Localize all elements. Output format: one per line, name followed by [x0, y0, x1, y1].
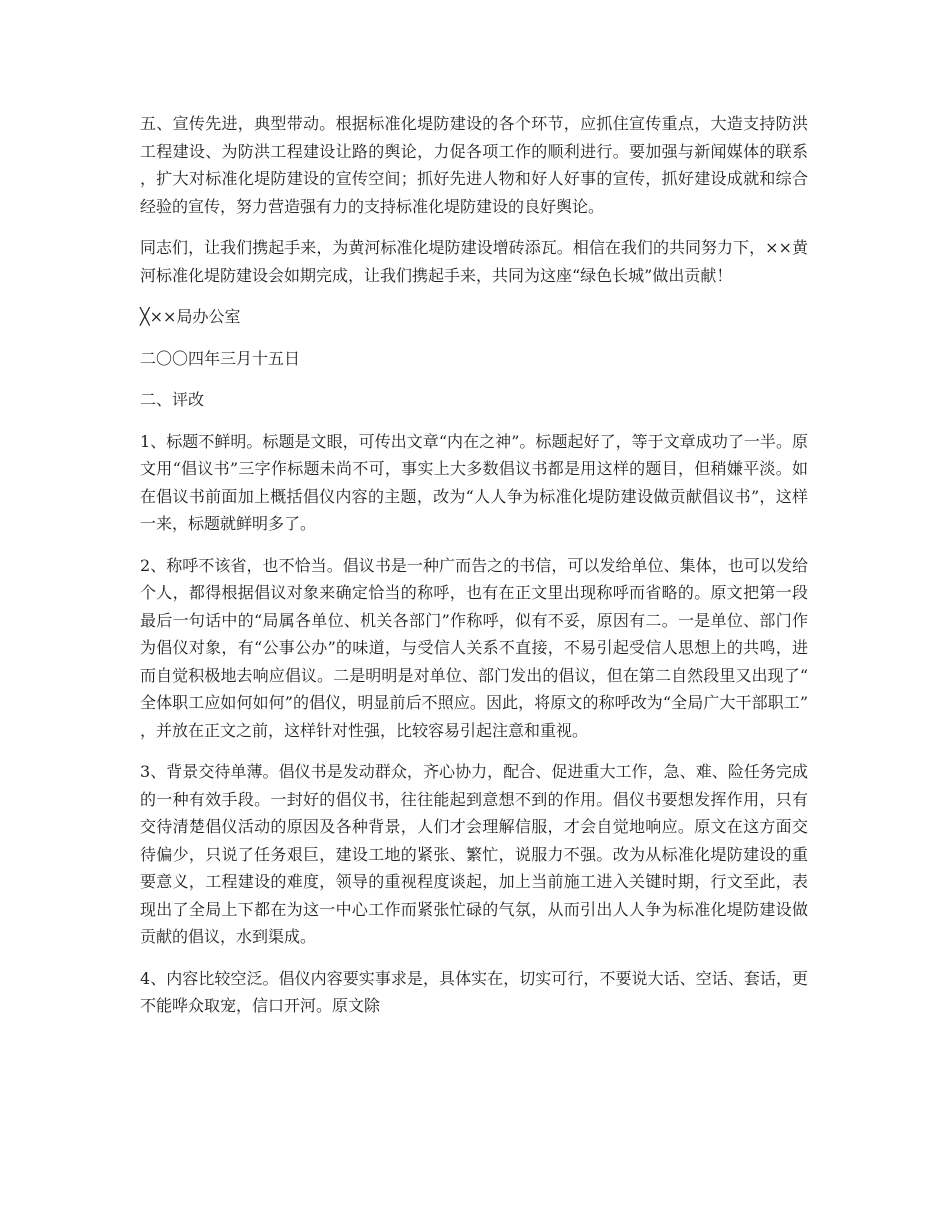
paragraph-review-3: 3、背景交待单薄。倡仪书是发动群众，齐心协力，配合、促进重大工作，急、难、险任务完成的一种有效手段。一封好的倡仪书，往往能起到意想不到的作用。倡仪书要想发挥作用，只有交待清楚倡仪活动的原因及各种背景，人们才会理解信服，才会自觉地响应。原文在这方面交待偏少，只说了任务艰巨，建设工地的紧张、繁忙，说服力不强。改为从标准化堤防建设的重要意义，工程建设的难度，领导的重视程度谈起，加上当前施工进入关键时期，行文至此，表现出了全局上下都在为这一中心工作而紧张忙碌的气氛，从而引出人人争为标准化堤防建设做贡献的倡议，水到渠成。 — [140, 762, 808, 946]
section-heading-review: 二、评改 — [140, 390, 205, 409]
document-body — [140, 110, 808, 1034]
signature-date: 二〇〇四年三月十五日 — [140, 348, 301, 368]
paragraph-review-4: 4、内容比较空泛。倡仪内容要实事求是，具体实在，切实可行，不要说大话、空话、套话，更不能哗众取宠，信口开河。原文除 — [140, 968, 808, 1015]
paragraph-closing-appeal: 同志们，让我们携起手来，为黄河标准化堤防建设增砖添瓦。相信在我们的共同努力下，××黄河标准化堤防建设会如期完成，让我们携起手来，共同为这座“绿色长城”做出贡献！ — [140, 238, 808, 285]
paragraph-review-1: 1、标题不鲜明。标题是文眼，可传出文章“内在之神”。标题起好了，等于文章成功了一半。原文用“倡议书”三字作标题未尚不可，事实上大多数倡议书都是用这样的题目，但稍嫌平淡。如在倡议书前面加上概括倡仪内容的主题，改为“人人争为标准化堤防建设做贡献倡议书”，这样一来，标题就鲜明多了。 — [140, 431, 808, 533]
paragraph-publicity: 五、宣传先进，典型带动。根据标准化堤防建设的各个环节，应抓住宣传重点，大造支持防洪工程建设、为防洪工程建设让路的舆论，力促各项工作的顺利进行。要加强与新闻媒体的联系，扩大对标准化堤防建设的宣传空间；抓好先进人物和好人好事的宣传，抓好建设成就和综合经验的宣传，努力营造强有力的支持标准化堤防建设的良好舆论。 — [140, 114, 808, 216]
paragraph-review-2: 2、称呼不该省，也不恰当。倡议书是一种广而告之的书信，可以发给单位、集体，也可以发给个人，都得根据倡议对象来确定恰当的称呼，也有在正文里出现称呼而省略的。原文把第一段最后一句话中的“局属各单位、机关各部门”作称呼，似有不妥，原因有二。一是单位、部门作为倡仪对象，有“公事公办”的味道，与受信人关系不直接，不易引起受信人思想上的共鸣，进而自觉积极地去响应倡议。二是明明是对单位、部门发出的倡议，但在第二自然段里又出现了“全体职工应如何如何”的倡仪，明显前后不照应。因此，将原文的称呼改为“全局广大干部职工”，并放在正文之前，这样针对性强，比较容易引起注意和重视。 — [140, 555, 808, 740]
signature-office: ╳××局办公室 — [140, 307, 241, 326]
